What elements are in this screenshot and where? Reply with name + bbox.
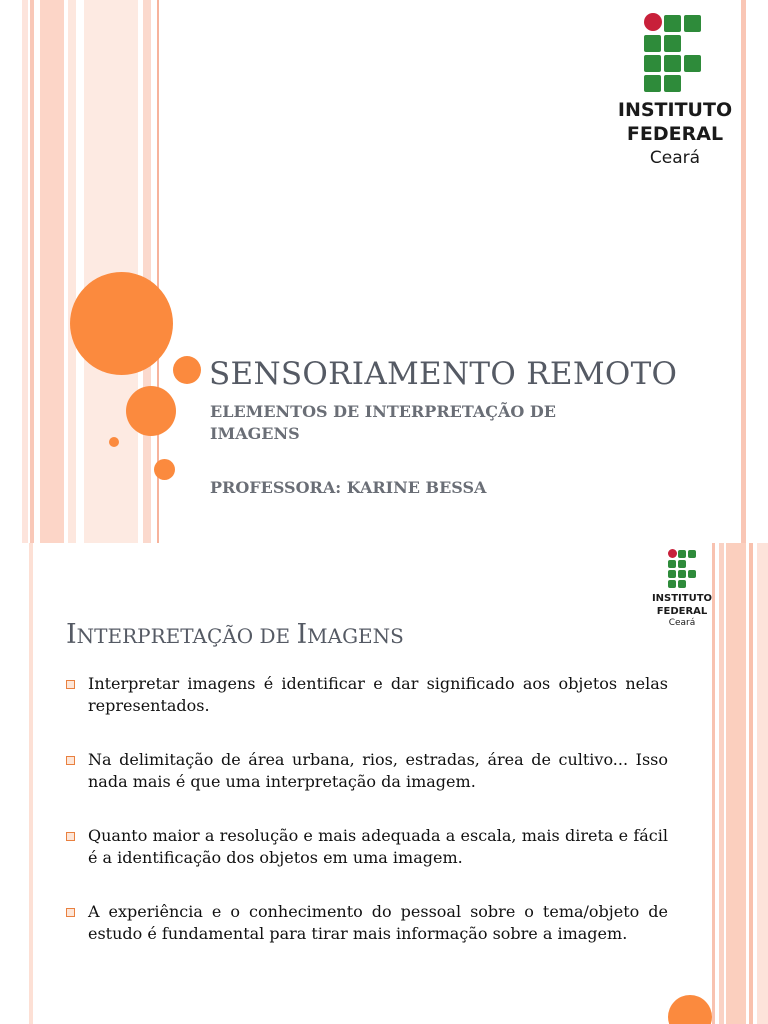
decor-circle xyxy=(668,995,712,1024)
decor-stripe xyxy=(29,543,33,1024)
decor-stripe xyxy=(68,0,76,543)
decor-stripe xyxy=(84,0,138,543)
decor-circle xyxy=(154,459,175,480)
decor-stripe xyxy=(40,0,64,543)
decor-stripe xyxy=(757,543,768,1024)
decor-circle xyxy=(173,356,201,384)
decor-circle-small xyxy=(109,437,119,447)
bullet-list xyxy=(66,673,668,977)
slide-title: INTERPRETAÇÃO DE IMAGENS xyxy=(66,619,404,650)
presentation-subtitle: ELEMENTOS DE INTERPRETAÇÃO DE IMAGENS xyxy=(210,402,556,443)
decor-stripe xyxy=(143,0,151,543)
logo-line1: INSTITUTO xyxy=(651,593,713,604)
professor-name: PROFESSORA: KARINE BESSA xyxy=(210,478,487,497)
list-item: A experiência e o conhecimento do pessoal sobre o tema/objeto de estudo é fundamental para tirar mais informação sobre a imagem. xyxy=(66,901,668,945)
list-item: Na delimitação de área urbana, rios, estradas, área de cultivo... Isso nada mais é que uma interpretação da imagem. xyxy=(66,749,668,793)
content-slide xyxy=(0,543,768,1024)
bullet-marker-icon xyxy=(66,908,75,917)
logo-line2: FEDERAL xyxy=(656,606,708,617)
list-item: Quanto maior a resolução e mais adequada a escala, mais direta e fácil é a identificação dos objetos em uma imagem. xyxy=(66,825,668,869)
decor-stripe xyxy=(741,0,746,543)
list-item: Interpretar imagens é identificar e dar significado aos objetos nelas representados. xyxy=(66,673,668,717)
decor-stripe xyxy=(719,543,724,1024)
bullet-marker-icon xyxy=(66,680,75,689)
decor-circle-large xyxy=(70,272,173,375)
logo-line1: INSTITUTO xyxy=(617,99,733,121)
decor-stripe xyxy=(749,543,753,1024)
decor-circle xyxy=(126,386,176,436)
decor-stripe xyxy=(30,0,34,543)
decor-stripe xyxy=(22,0,28,543)
institute-logo xyxy=(612,10,738,170)
institute-logo xyxy=(650,547,714,633)
bullet-marker-icon xyxy=(66,832,75,841)
logo-line2: FEDERAL xyxy=(626,123,724,145)
logo-line3: Ceará xyxy=(649,148,701,168)
presentation-title: SENSORIAMENTO REMOTO xyxy=(209,356,678,392)
bullet-marker-icon xyxy=(66,756,75,765)
decor-stripe xyxy=(726,543,746,1024)
logo-line3: Ceará xyxy=(668,618,696,628)
